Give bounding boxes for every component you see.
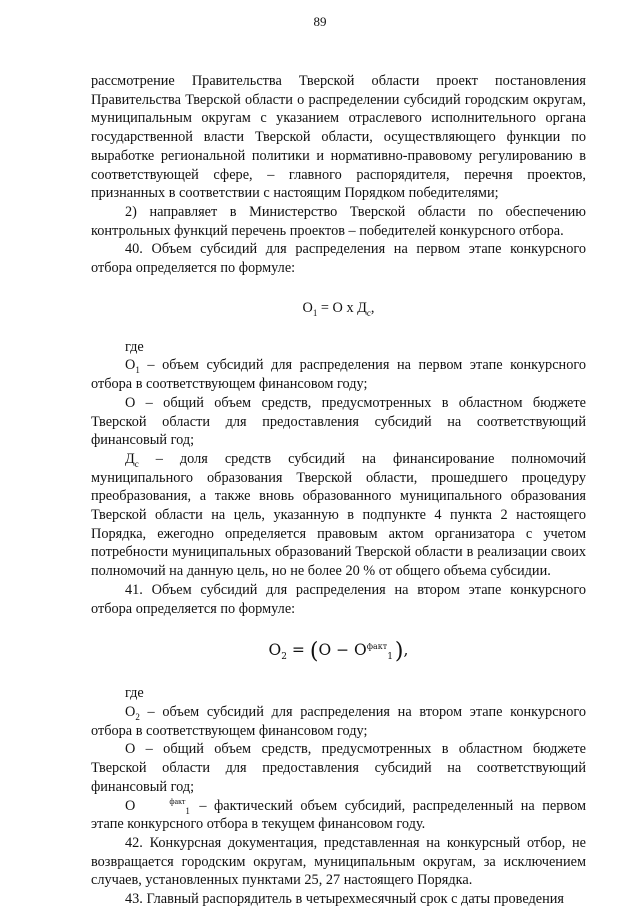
formula-2-math — [268, 638, 409, 664]
paragraph-item-2: 2) направляет в Министерство Тверской области по обеспечению контрольных функций перечень проектов – победителей конкурсного отбора. — [91, 203, 586, 239]
definition-o1-fact-symbol: О — [125, 797, 136, 814]
formula-1-eq: = О х Д — [317, 299, 367, 316]
formula-1-d-sub: с — [366, 307, 371, 318]
definition-o1-fact-scripts — [135, 797, 192, 816]
definition-o1-fact-sup: факт — [169, 796, 186, 806]
definition-o1-fact — [91, 797, 586, 834]
formula-2-open-paren: ( — [309, 638, 319, 664]
paragraph-41: 41. Объем субсидий для распределения на втором этапе конкурсного отбора определяется по формуле: — [91, 581, 586, 617]
paragraph-43: 43. Главный распорядитель в четырехмесячный срок с даты проведения — [125, 891, 565, 908]
definition-o2 — [91, 703, 586, 740]
formula-2-lhs-sub: 2 — [281, 652, 287, 663]
definition-o1-symbol: О — [125, 357, 136, 374]
formula-2-end: , — [403, 640, 409, 659]
formula-2-close-paren: ) — [394, 638, 404, 664]
definition-dc — [91, 450, 586, 581]
formula-2-o1-sup: факт — [366, 641, 388, 651]
paragraph-40: 40. Объем субсидий для распределения на первом этапе конкурсного отбора определяется по формуле: — [91, 241, 586, 277]
paragraph-42: 42. Конкурсная документация, представленная на конкурсный отбор, не возвращается городским округам, муниципальным округам, за исключением случаев, установленных пунктами 25, 27 настоящего Порядка. — [91, 834, 586, 889]
formula-2-eq: = — [287, 640, 310, 659]
definition-o2-sub: 2 — [135, 711, 140, 722]
paragraph-intro: рассмотрение Правительства Тверской области проект постановления Правительства Тверской области о распределении субсидий городским округам, муниципальным округам с указанием отраслевого исполнительного органа государственной власти Тверской области, осуществляющего функции по выработке региональной политики и нормативно-правовому регулированию в соответствующей сфере, – главного распорядителя, перечня проектов, признанных в соответствии с настоящим Порядком победителями; — [91, 73, 586, 202]
formula-2 — [91, 618, 586, 684]
formula-2-o: O — [318, 640, 332, 659]
formula-2-lhs: O — [268, 640, 282, 659]
definition-o1-sub: 1 — [135, 365, 140, 376]
definition-o1 — [91, 356, 586, 393]
definition-dc-sub: с — [134, 458, 139, 469]
definition-o2-symbol: О — [125, 703, 136, 720]
definition-dc-text: – доля средств субсидий на финансирование полномочий муниципального образования Тверской области, прошедшего процедуру преобразования, а также вновь образованного муниципального образования Тверской области на цель, указанную в подпункте 4 пункта 2 настоящего Порядка, ежегодно определяется правовым актом организатора с учетом потребности муниципальных образований Тверской области в реализации своих полномочий на данную цель, но не более 20 % от общего объема субсидии. — [91, 450, 586, 580]
definition-o-total-2: О – общий объем средств, предусмотренных в областном бюджете Тверской области для предоставления субсидий на соответствующий финансовый год; — [91, 741, 586, 795]
definition-o2-text: – объем субсидий для распределения на втором этапе конкурсного отбора в соответствующем финансовом году; — [91, 703, 586, 739]
formula-2-o1-scripts — [366, 641, 395, 663]
formula-1-o: О — [302, 299, 313, 316]
formula-1 — [91, 278, 586, 338]
where-label-2: где — [125, 685, 144, 702]
page-body — [91, 72, 586, 909]
definition-o-total-1: О – общий объем средств, предусмотренных в областном бюджете Тверской области для предоставления субсидий на соответствующий финансовый год; — [91, 394, 586, 449]
formula-1-end: , — [370, 299, 375, 316]
formula-1-o-sub: 1 — [312, 307, 318, 318]
formula-2-o1-sub: 1 — [387, 652, 393, 663]
definition-dc-symbol: Д — [125, 450, 135, 467]
definition-o1-fact-sub: 1 — [185, 805, 190, 816]
definition-o1-fact-text: – фактический объем субсидий, распределенный на первом этапе конкурсного отбора в текущем финансовом году. — [91, 797, 586, 833]
page-number: 89 — [313, 14, 327, 29]
where-label-1: где — [125, 338, 144, 355]
formula-2-o1: O — [354, 640, 367, 659]
formula-2-minus: − — [331, 640, 354, 659]
definition-o1-text: – объем субсидий для распределения на первом этапе конкурсного отбора в соответствующем финансовом году; — [91, 357, 586, 393]
